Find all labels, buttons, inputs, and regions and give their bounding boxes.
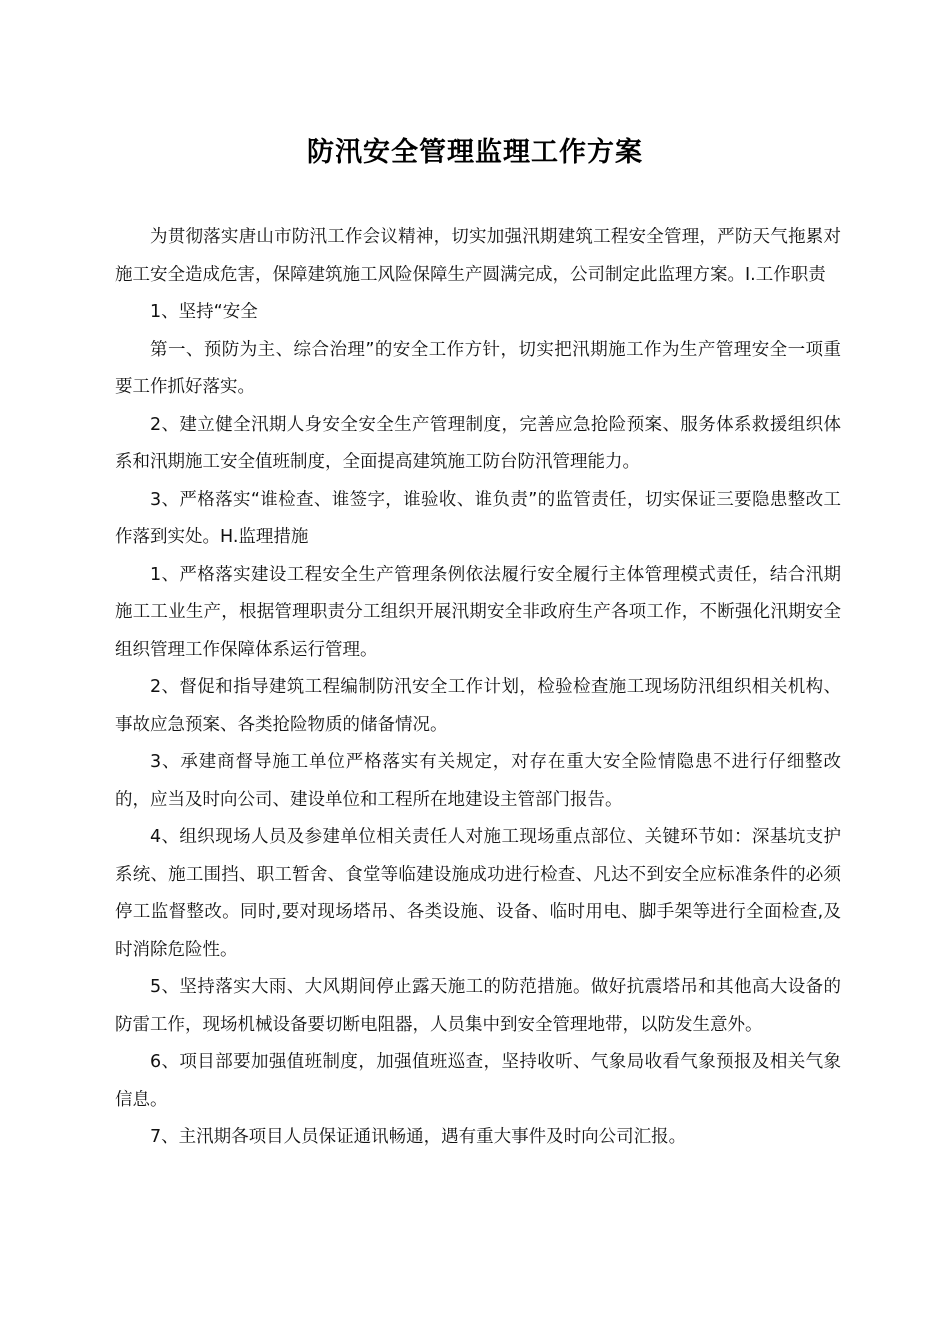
paragraph-measure-6: 6、项目部要加强值班制度，加强值班巡查，坚持收听、气象局收看气象预报及相关气象信息。 [115,1052,841,1110]
document-title: 防汛安全管理监理工作方案 [307,137,643,168]
paragraph-measure-4: 4、组织现场人员及参建单位相关责任人对施工现场重点部位、关键环节如：深基坑支护系统、施工围挡、职工暂舍、食堂等临建设施成功进行检查、凡达不到安全应标准条件的必须停工监督整改。同时,要对现场塔吊、各类设施、设备、临时用电、脚手架等进行全面检查,及时消除危险性。 [115,827,841,960]
paragraph-measure-7: 7、主汛期各项目人员保证通讯畅通，遇有重大事件及时向公司汇报。 [150,1127,687,1147]
paragraph-duty-3: 3、严格落实“谁检查、谁签字，谁验收、谁负责”的监管责任，切实保证三要隐患整改工作落到实处。H.监理措施 [115,489,841,547]
paragraph-measure-3: 3、承建商督导施工单位严格落实有关规定，对存在重大安全险情隐患不进行仔细整改的，应当及时向公司、建设单位和工程所在地建设主管部门报告。 [115,752,841,810]
paragraph-measure-2: 2、督促和指导建筑工程编制防汛安全工作计划，检验检查施工现场防汛组织相关机构、事故应急预案、各类抢险物质的储备情况。 [115,677,841,735]
paragraph-measure-1: 1、严格落实建设工程安全生产管理条例依法履行安全履行主体管理模式责任，结合汛期施工工业生产，根据管理职责分工组织开展汛期安全非政府生产各项工作，不断强化汛期安全组织管理工作保障体系运行管理。 [115,564,841,660]
paragraph-intro: 为贯彻落实唐山市防汛工作会议精神，切实加强汛期建筑工程安全管理，严防天气拖累对施工安全造成危害，保障建筑施工风险保障生产圆满完成，公司制定此监理方案。I.工作职责 [115,227,841,285]
paragraph-measure-5: 5、坚持落实大雨、大风期间停止露天施工的防范措施。做好抗震塔吊和其他高大设备的防雷工作，现场机械设备要切断电阻器，人员集中到安全管理地带，以防发生意外。 [115,977,841,1035]
paragraph-duty-1: 第一、预防为主、综合治理”的安全工作方针，切实把汛期施工作为生产管理安全一项重要工作抓好落实。 [115,339,841,397]
paragraph-duty-1-heading: 1、坚持“安全 [150,302,258,322]
paragraph-duty-2: 2、建立健全汛期人身安全安全生产管理制度，完善应急抢险预案、服务体系救援组织体系和汛期施工安全值班制度，全面提高建筑施工防台防汛管理能力。 [115,414,841,472]
document-body [115,219,841,1157]
